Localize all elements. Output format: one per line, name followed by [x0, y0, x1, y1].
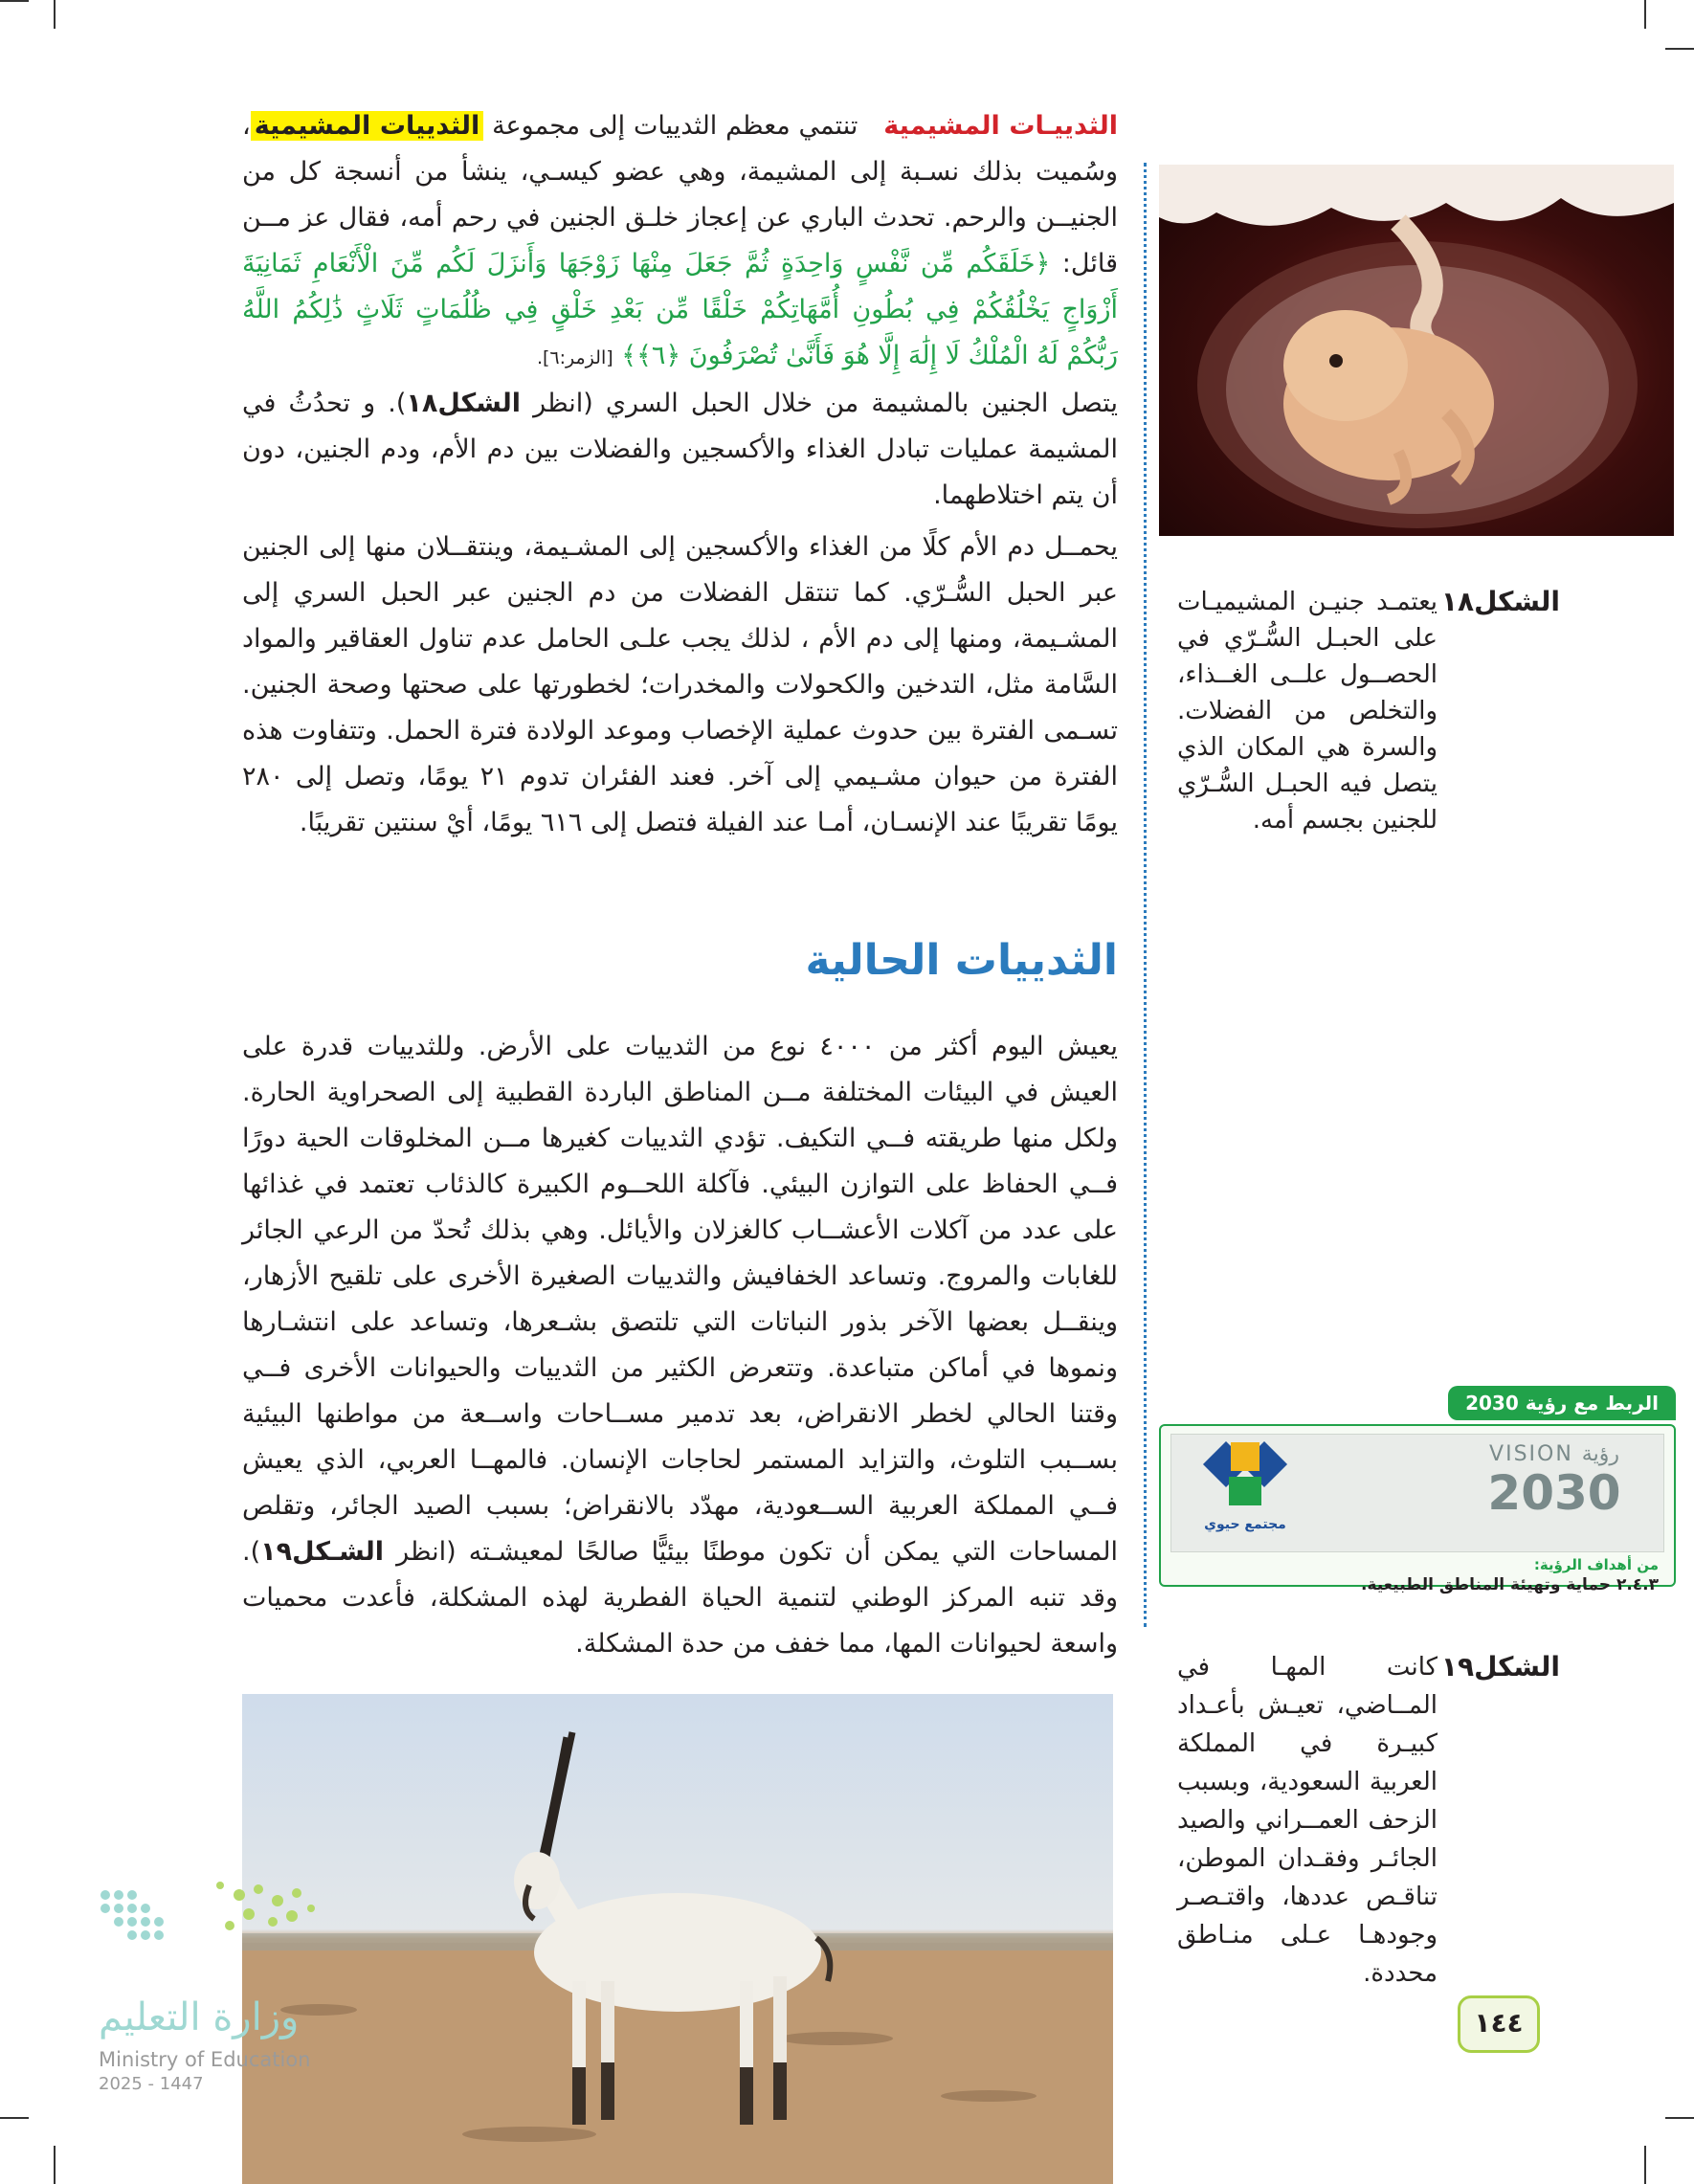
- crop-mark: [1665, 2117, 1694, 2119]
- embryo-photo: [1159, 165, 1674, 536]
- gestation-paragraph: يحمــل دم الأم كلًا من الغذاء والأكسجين إلى المشـيمة، وينتقــلان منها إلى الجنين عبر الحبل السُّـرّي. كما تنتقل الفضلات من دم الجنين عبر الحبل السري إلى المشـيمة، ومنها إلى دم الأم ، لذلك يجب علـى الحامل عدم تناول العقاقير والمواد السَّامة مثل، التدخين والكحولات والمخدرات؛ لخطورتها على صحتها وصحة الجنين. تسـمى الفترة بين حدوث عملية الإخصاب وموعد الولادة فترة الحمل. وتتفاوت هذه الفترة من حيوان مشـيمي إلى آخر. فعند الفئران تدوم ٢١ يومًا، وتصل إلى ٢٨٠ يومًا تقريبًا عند الإنسـان، أمـا عند الفيلة فتصل إلى ٦١٦ يومًا، أيْ سنتين تقريبًا.: [242, 532, 1119, 837]
- ministry-name-en: Ministry of Education: [99, 2048, 311, 2071]
- current-mammals-text: يعيش اليوم أكثر من ٤٠٠٠ نوع من الثدييات على الأرض. وللثدييات قدرة على العيش في البيئات المختلفة مــن المناطق الباردة القطبية إلى الصحراوية الحارة. ولكل منها طريقته فــي التكيف. تؤدي الثدييات كغيرها مــن المخلوقات الحية دورًا فــي الحفاظ على التوازن البيئي. فآكلة اللحــوم الكبيرة كالذئاب تعتمد في غذائها على عدد من آكلات الأعشــاب كالغزلان والأيائل. وهي بذلك تُحدّ من الرعي الجائر للغابات والمروج. وتساعد الخفافيش والثدييات الصغيرة الأخرى على تلقيح الأزهار، وينقــل بعضها الآخر بذور النباتات التي تلتصق بشـعرها، وتساعد على انتشـارها ونموها في أماكن متباعدة. وتتعرض الكثير من الثدييات والحيوانات الأخرى فــي وقتنا الحالي لخطر الانقراض، بعد تدمير مســاحات واســعة من مواطنها البيئية بســبب التلوث، والتزايد المستمر لحاجات الإنسان. فالمهــا العربي، الذي يعيش فــي المملكة العربية الســعودية، مهدّد بالانقراض؛ بسبب الصيد الجائر، وتقلص المساحات التي يمكن أن تكون موطنًا بيئيًّا صالحًا لمعيشـته (انظر: [242, 1032, 1118, 1567]
- crop-mark: [1644, 2146, 1646, 2184]
- intro-text: تنتمي معظم الثدييات إلى مجموعة: [492, 111, 858, 141]
- vision-logo-strip: [1170, 1434, 1664, 1552]
- arabian-oryx-photo: [242, 1694, 1113, 2184]
- term-placental-mammals: الثدييـات المشيمية: [883, 111, 1119, 141]
- quran-citation: [الزمر:٦].: [536, 347, 613, 368]
- crop-mark: [1665, 48, 1694, 50]
- placenta-paragraph: [242, 381, 1118, 519]
- embryo-illustration: [1159, 165, 1674, 536]
- vision-logo-year: 2030: [1487, 1465, 1621, 1521]
- highlighted-term: الثدييات المشيمية: [251, 111, 484, 141]
- crop-mark: [54, 0, 56, 29]
- vibrant-society-icon: [1202, 1440, 1288, 1513]
- section-heading: الثدييات الحالية: [805, 936, 1118, 985]
- column-divider: [1144, 163, 1147, 1627]
- vibrant-society-label: مجتمع حيوي: [1204, 1517, 1286, 1532]
- figure18-caption-text: يعتمـد جنيـن المشيميـات على الحبـل السُّـرّي في الحصــول علــى الغــذاء، والتخلص من الفضلات. والسرة هي المكان الذي يتصل فيه الحبـل السُّـرّي للجنين بجسم أمه.: [1177, 588, 1438, 835]
- ministry-year: 2025 - 1447: [99, 2074, 204, 2094]
- vision-panel: [1159, 1424, 1676, 1594]
- intro-paragraph: [242, 103, 1118, 381]
- vibrant-society-badge: [1192, 1440, 1298, 1546]
- main-text-column: [242, 103, 1118, 846]
- ministry-name-ar: وزارة التعليم: [99, 1995, 300, 2039]
- placenta-text-cont: ). و تحدُثُ في المشيمة عمليات تبادل الغذاء والأكسجين والفضلات بين دم الأم، ودم الجنين، دون أن يتم اختلاطهما.: [242, 389, 1118, 510]
- intro-text-cont: ، وسُميت بذلك نسـبة إلى المشيمة، وهي عضو كيسـي، ينشأ من أنسجة كل من الجنيــن والرحم. تحدث الباري عن إعجاز خلـق الجنين في رحم أمه، فقال عز مــن قائل:: [242, 111, 1118, 279]
- ministry-dots-icon: [96, 1866, 325, 1962]
- figure19-label: الشكل١٩: [1440, 1651, 1560, 1683]
- figure18-reference: الشكل١٨: [406, 389, 522, 418]
- vision-logo-en: VISION: [1489, 1442, 1573, 1466]
- placenta-text: يتصل الجنين بالمشيمة من خلال الحبل السري (انظر: [533, 389, 1118, 418]
- vision-2030-logo: [1459, 1442, 1650, 1544]
- vision-2030-box: [1159, 1386, 1676, 1594]
- vision-logo-ar: رؤية: [1581, 1442, 1619, 1466]
- vision-title: الربط مع رؤية 2030: [1448, 1386, 1676, 1420]
- vision-goal-label: من أهداف الرؤية:: [1533, 1556, 1659, 1573]
- crop-mark: [1644, 0, 1646, 29]
- quran-verse: ﴿خَلَقَكُم مِّن نَّفْسٍ وَاحِدَةٍ ثُمَّ جَعَلَ مِنْهَا زَوْجَهَا وَأَنزَلَ لَكُم مِّنَ الْأَنْعَامِ ثَمَانِيَةَ أَزْوَاجٍ يَخْلُقُكُمْ فِي بُطُونِ أُمَّهَاتِكُمْ خَلْقًا مِّن بَعْدِ خَلْقٍ فِي ظُلُمَاتٍ ثَلَاثٍ ذَٰلِكُمُ اللَّهُ رَبُّكُمْ لَهُ الْمُلْكُ لَا إِلَٰهَ إِلَّا هُوَ فَأَنَّىٰ تُصْرَفُونَ ﴿٦﴾﴾: [242, 249, 1118, 370]
- crop-mark: [0, 0, 29, 2]
- vision-goal: ٢.٤.٣ حماية وتهيئة المناطق الطبيعية.: [1360, 1575, 1659, 1594]
- figure19-caption-text: كانت المهـا في المــاضي، تعيـش بأعـداد كبيـرة في المملكة العربية السعودية، وبسبب الزحف العمــراني والصيد الجائـر وفقـدان الموطن، تناقـص عددها، واقتـصـر وجودهـا عـلى منـاطق محددة.: [1177, 1653, 1438, 1988]
- current-mammals-paragraph: [242, 1024, 1118, 1667]
- current-mammals-text-cont: ). وقد تنبه المركز الوطني لتنمية الحياة الفطرية لهذه المشكلة، فأعدت محميات واسعة لحيوانات المها، مما خفف من حدة المشكلة.: [242, 1537, 1118, 1659]
- crop-mark: [0, 2117, 29, 2119]
- crop-mark: [54, 2146, 56, 2184]
- figure18-label: الشكل١٨: [1440, 586, 1560, 617]
- page-number: ١٤٤: [1458, 1995, 1540, 2053]
- oryx-illustration: [242, 1694, 1113, 2184]
- figure19-reference: الشـكل١٩: [260, 1537, 384, 1567]
